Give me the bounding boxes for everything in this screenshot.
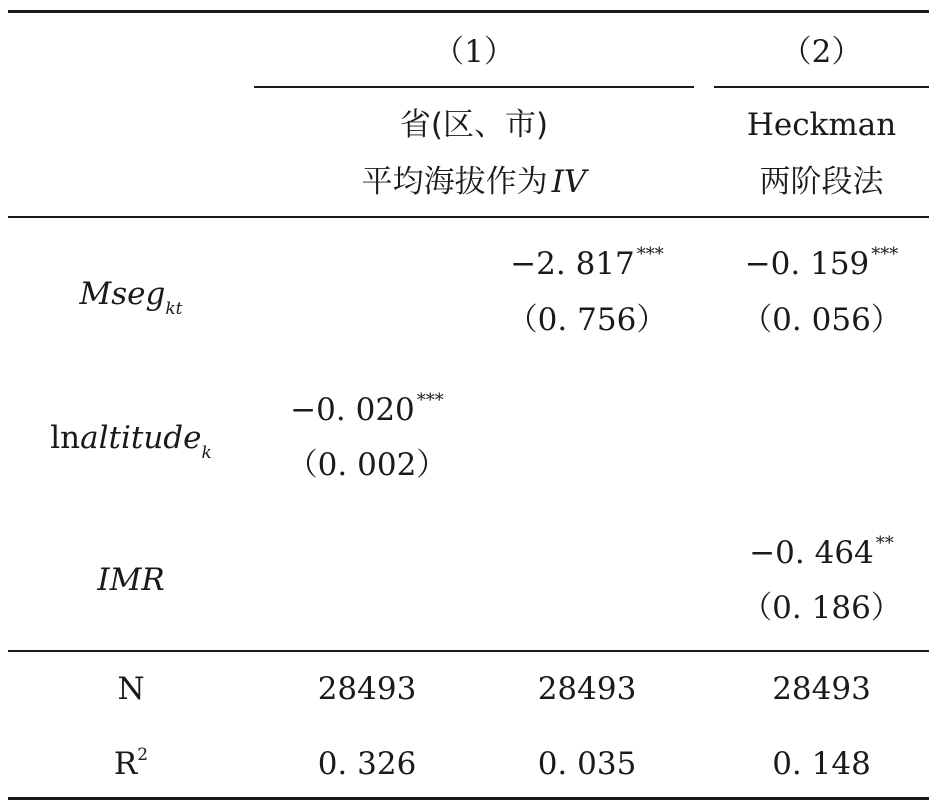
r2-col1a: 0. 326 (317, 746, 417, 782)
lnaltitude-col1a-coef-value: −0. 020 (290, 392, 415, 428)
column-2-underline (714, 86, 929, 88)
lnaltitude-col1a-coef (254, 390, 480, 435)
imr-col2-se: （0. 186） (741, 590, 902, 626)
n-col2: 28493 (772, 671, 871, 707)
r2-label-text: R (113, 746, 138, 782)
n-col1b: 28493 (537, 671, 637, 707)
imr-col2-coef (714, 533, 929, 578)
r2-label-superscript: 2 (137, 745, 149, 765)
row-label-lnaltitude (8, 418, 254, 463)
imr-col2-coef-value: −0. 464 (749, 535, 874, 571)
mseg-col2-stars: *** (871, 244, 899, 265)
mseg-col2-se: （0. 056） (741, 302, 902, 338)
column-1-title-line2 (254, 162, 694, 202)
lnaltitude-label-prefix: ln (50, 420, 81, 456)
row-label-imr: IMR (97, 562, 165, 598)
mseg-col1b-se: （0. 756） (506, 302, 668, 338)
mseg-label-text: Mseg (79, 276, 166, 312)
row-label-n: N (117, 671, 145, 707)
mseg-col1b-coef (480, 244, 694, 289)
imr-col2-stars: ** (875, 533, 894, 554)
mseg-col2-coef-value: −0. 159 (744, 246, 870, 282)
mseg-col1b-stars: *** (636, 244, 664, 265)
body-rule (8, 650, 929, 652)
column-2-title-line1: Heckman (746, 107, 897, 143)
column-1-title-line1: 省(区、市) (399, 107, 549, 143)
lnaltitude-label-subscript: k (201, 443, 212, 463)
mseg-col2-coef (714, 244, 929, 289)
bottom-rule (8, 797, 929, 800)
lnaltitude-label-text: altitude (80, 420, 202, 456)
mseg-label-subscript: kt (165, 299, 183, 319)
n-col1a: 28493 (317, 671, 417, 707)
header-rule (8, 216, 929, 218)
column-2-title-line2: 两阶段法 (759, 164, 884, 200)
column-2-number: （2） (780, 34, 863, 70)
lnaltitude-col1a-se: （0. 002） (286, 447, 448, 483)
top-rule (8, 10, 929, 13)
column-1-title-iv: IV (551, 164, 587, 200)
column-1-title-text: 平均海拔作为 (361, 164, 548, 200)
row-label-mseg (8, 274, 254, 319)
mseg-col1b-coef-value: −2. 817 (510, 246, 635, 282)
lnaltitude-col1a-stars: *** (416, 390, 444, 411)
column-1-underline (254, 86, 694, 88)
row-label-r2 (8, 744, 254, 789)
r2-col1b: 0. 035 (537, 746, 637, 782)
column-1-number: （1） (433, 34, 515, 70)
r2-col2: 0. 148 (772, 746, 871, 782)
